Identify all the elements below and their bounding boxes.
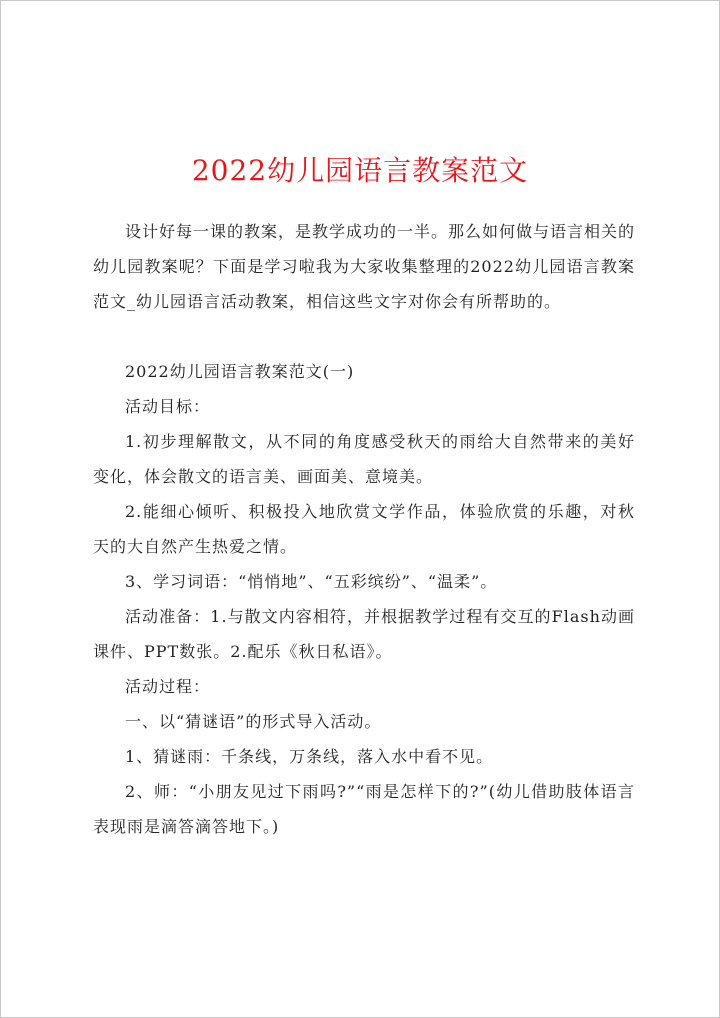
paragraph-gap	[93, 319, 635, 354]
objective-2: 2.能细心倾听、积极投入地欣赏文学作品，体验欣赏的乐趣，对秋天的大自然产生热爱之情。	[93, 502, 635, 556]
section-heading: 2022幼儿园语言教案范文(一)	[125, 362, 355, 381]
objectives-heading: 活动目标：	[125, 397, 211, 416]
process-heading: 活动过程：	[125, 677, 211, 696]
objective-1: 1.初步理解散文，从不同的角度感受秋天的雨给大自然带来的美好变化，体会散文的语言美、画面美、意境美。	[93, 432, 635, 486]
objective-3: 3、学习词语：“悄悄地”、“五彩缤纷”、“温柔”。	[125, 572, 498, 591]
teacher-question-paragraph: 2、师：“小朋友见过下雨吗?”“雨是怎样下的?”(幼儿借助肢体语言表现雨是滴答滴答地下。)	[93, 782, 635, 836]
riddle-paragraph: 1、猜谜雨：千条线，万条线，落入水中看不见。	[125, 747, 494, 766]
preparation-paragraph: 活动准备：1.与散文内容相符，并根据教学过程有交互的Flash动画课件、PPT数张。2.配乐《秋日私语》。	[93, 607, 635, 661]
document-title: 2022幼儿园语言教案范文	[191, 154, 529, 187]
document-body	[93, 214, 635, 844]
process-step-1: 一、以“猜谜语”的形式导入活动。	[125, 712, 382, 731]
intro-paragraph: 设计好每一课的教案，是教学成功的一半。那么如何做与语言相关的幼儿园教案呢？下面是学习啦我为大家收集整理的2022幼儿园语言教案范文_幼儿园语言活动教案，相信这些文字对你会有所帮助的。	[93, 222, 636, 311]
